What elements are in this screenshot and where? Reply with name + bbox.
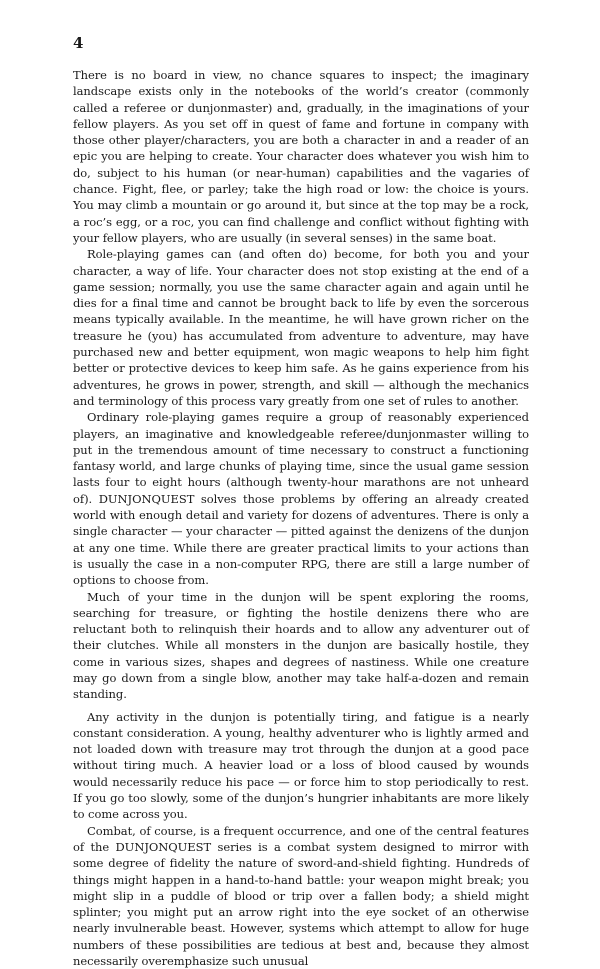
paragraph-2: Role-playing games can (and often do) become, for both you and your character, a way of life. Your character does not stop existing at the end of a game session; normally, you use the same character again and again until he dies for a final time and cannot be brought back to life by even the sorcerous means typically available. In the meantime, he will have grown richer on the treasure he (you) has accumulated from adventure to adventure, may have purchased new and better equipment, won magic weapons to help him fight better or protective devices to keep him safe. As he gains experience from his adventures, he grows in power, strength, and skill — although the mechanics and terminology of this process vary greatly from one set of rules to another.	[73, 247, 529, 408]
paragraph-6: Combat, of course, is a frequent occurrence, and one of the central features of the DUNJONQUEST series is a combat system designed to mirror with some degree of fidelity the nature of sword-and-shield fighting. Hundreds of things might happen in a hand-to-hand battle: your weapon might break; you might slip in a puddle of blood or trip over a fallen body; a shield might splinter; you might put an arrow right into the eye socket of an otherwise nearly invulnerable beast. However, systems which attempt to allow for huge numbers of these possibilities are tedious at best and, because they almost necessarily overemphasize such unusual	[73, 823, 529, 969]
paragraph-1: There is no board in view, no chance squares to inspect; the imaginary landscape exists only in the notebooks of the world’s creator (commonly called a referee or dunjonmaster) and, gradually, in the imaginations of your fellow players. As you set off in quest of fame and fortune in company with those other player/characters, you are both a character in and a reader of an epic you are helping to create. Your character does whatever you wish him to do, subject to his human (or near-human) capabilities and the vagaries of chance. Fight, flee, or parley; take the high road or low: the choice is yours. You may climb a mountain or go around it, but since at the top may be a rock, a roc’s egg, or a roc, you can find challenge and conflict without fighting with your fellow players, who are usually (in several senses) in the same boat.	[73, 68, 529, 245]
document-page	[73, 34, 529, 969]
paragraph-3: Ordinary role-playing games require a group of reasonably experienced players, an imaginative and knowledgeable referee/dunjonmaster willing to put in the tremendous amount of time necessary to construct a functioning fantasy world, and large chunks of playing time, since the usual game session lasts four to eight hours (although twenty-hour marathons are not unheard of). DUNJONQUEST solves those problems by offering an already created world with enough detail and variety for dozens of adventures. There is only a single character — your character — pitted against the denizens of the dunjon at any one time. While there are greater practical limits to your actions than is usually the case in a non-computer RPG, there are still a large number of options to choose from.	[73, 410, 529, 588]
page-number: 4	[73, 34, 84, 52]
paragraph-4: Much of your time in the dunjon will be spent exploring the rooms, searching for treasure, or fighting the hostile denizens there who are reluctant both to relinquish their hoards and to allow any adventurer out of their clutches. While all monsters in the dunjon are basically hostile, they come in various sizes, shapes and degrees of nastiness. While one creature may go down from a single blow, another may take half-a-dozen and remain standing.	[73, 589, 529, 702]
paragraph-5: Any activity in the dunjon is potentially tiring, and fatigue is a nearly constant consideration. A young, healthy adventurer who is lightly armed and not loaded down with treasure may trot through the dunjon at a good pace without tiring much. A heavier load or a loss of blood caused by wounds would necessarily reduce his pace — or force him to stop periodically to rest. If you go too slowly, some of the dunjon’s hungrier inhabitants are more likely to come across you.	[73, 709, 529, 822]
